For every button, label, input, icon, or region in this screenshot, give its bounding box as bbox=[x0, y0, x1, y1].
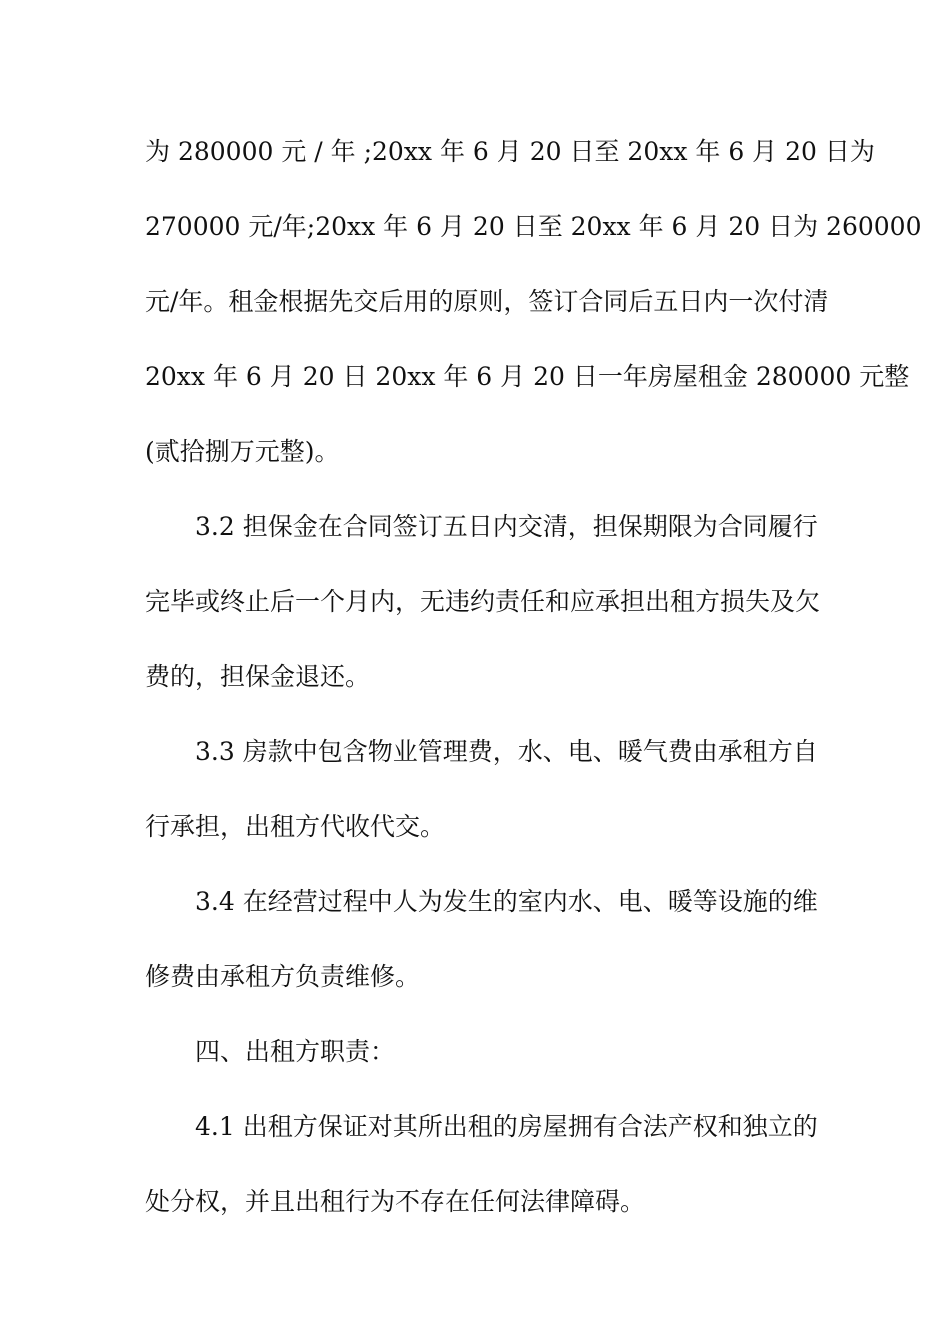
paragraph-line: 为 280000 元 / 年 ;20xx 年 6 月 20 日至 20xx 年 6 月 20 日为 bbox=[145, 137, 875, 166]
section-heading: 四、出租方职责： bbox=[195, 1037, 396, 1066]
paragraph-line: 3.3 房款中包含物业管理费，水、电、暖气费由承租方自 bbox=[195, 737, 818, 766]
paragraph-line: 行承担，出租方代收代交。 bbox=[145, 812, 446, 841]
paragraph-line: 完毕或终止后一个月内，无违约责任和应承担出租方损失及欠 bbox=[145, 587, 821, 616]
paragraph-line: 3.4 在经营过程中人为发生的室内水、电、暖等设施的维 bbox=[195, 887, 818, 916]
paragraph-line: 20xx 年 6 月 20 日 20xx 年 6 月 20 日一年房屋租金 280000 元整 bbox=[145, 362, 910, 391]
paragraph-line: 3.2 担保金在合同签订五日内交清，担保期限为合同履行 bbox=[195, 512, 818, 541]
paragraph-line: 处分权，并且出租行为不存在任何法律障碍。 bbox=[145, 1187, 646, 1216]
paragraph-line: (贰拾捌万元整)。 bbox=[145, 437, 340, 466]
paragraph-line: 4.1 出租方保证对其所出租的房屋拥有合法产权和独立的 bbox=[195, 1112, 818, 1141]
paragraph-line: 270000 元/年;20xx 年 6 月 20 日至 20xx 年 6 月 20 日为 260000 bbox=[145, 212, 922, 241]
paragraph-line: 元/年。租金根据先交后用的原则，签订合同后五日内一次付清 bbox=[145, 287, 829, 316]
paragraph-line: 费的，担保金退还。 bbox=[145, 662, 371, 691]
paragraph-line: 修费由承租方负责维修。 bbox=[145, 962, 421, 991]
